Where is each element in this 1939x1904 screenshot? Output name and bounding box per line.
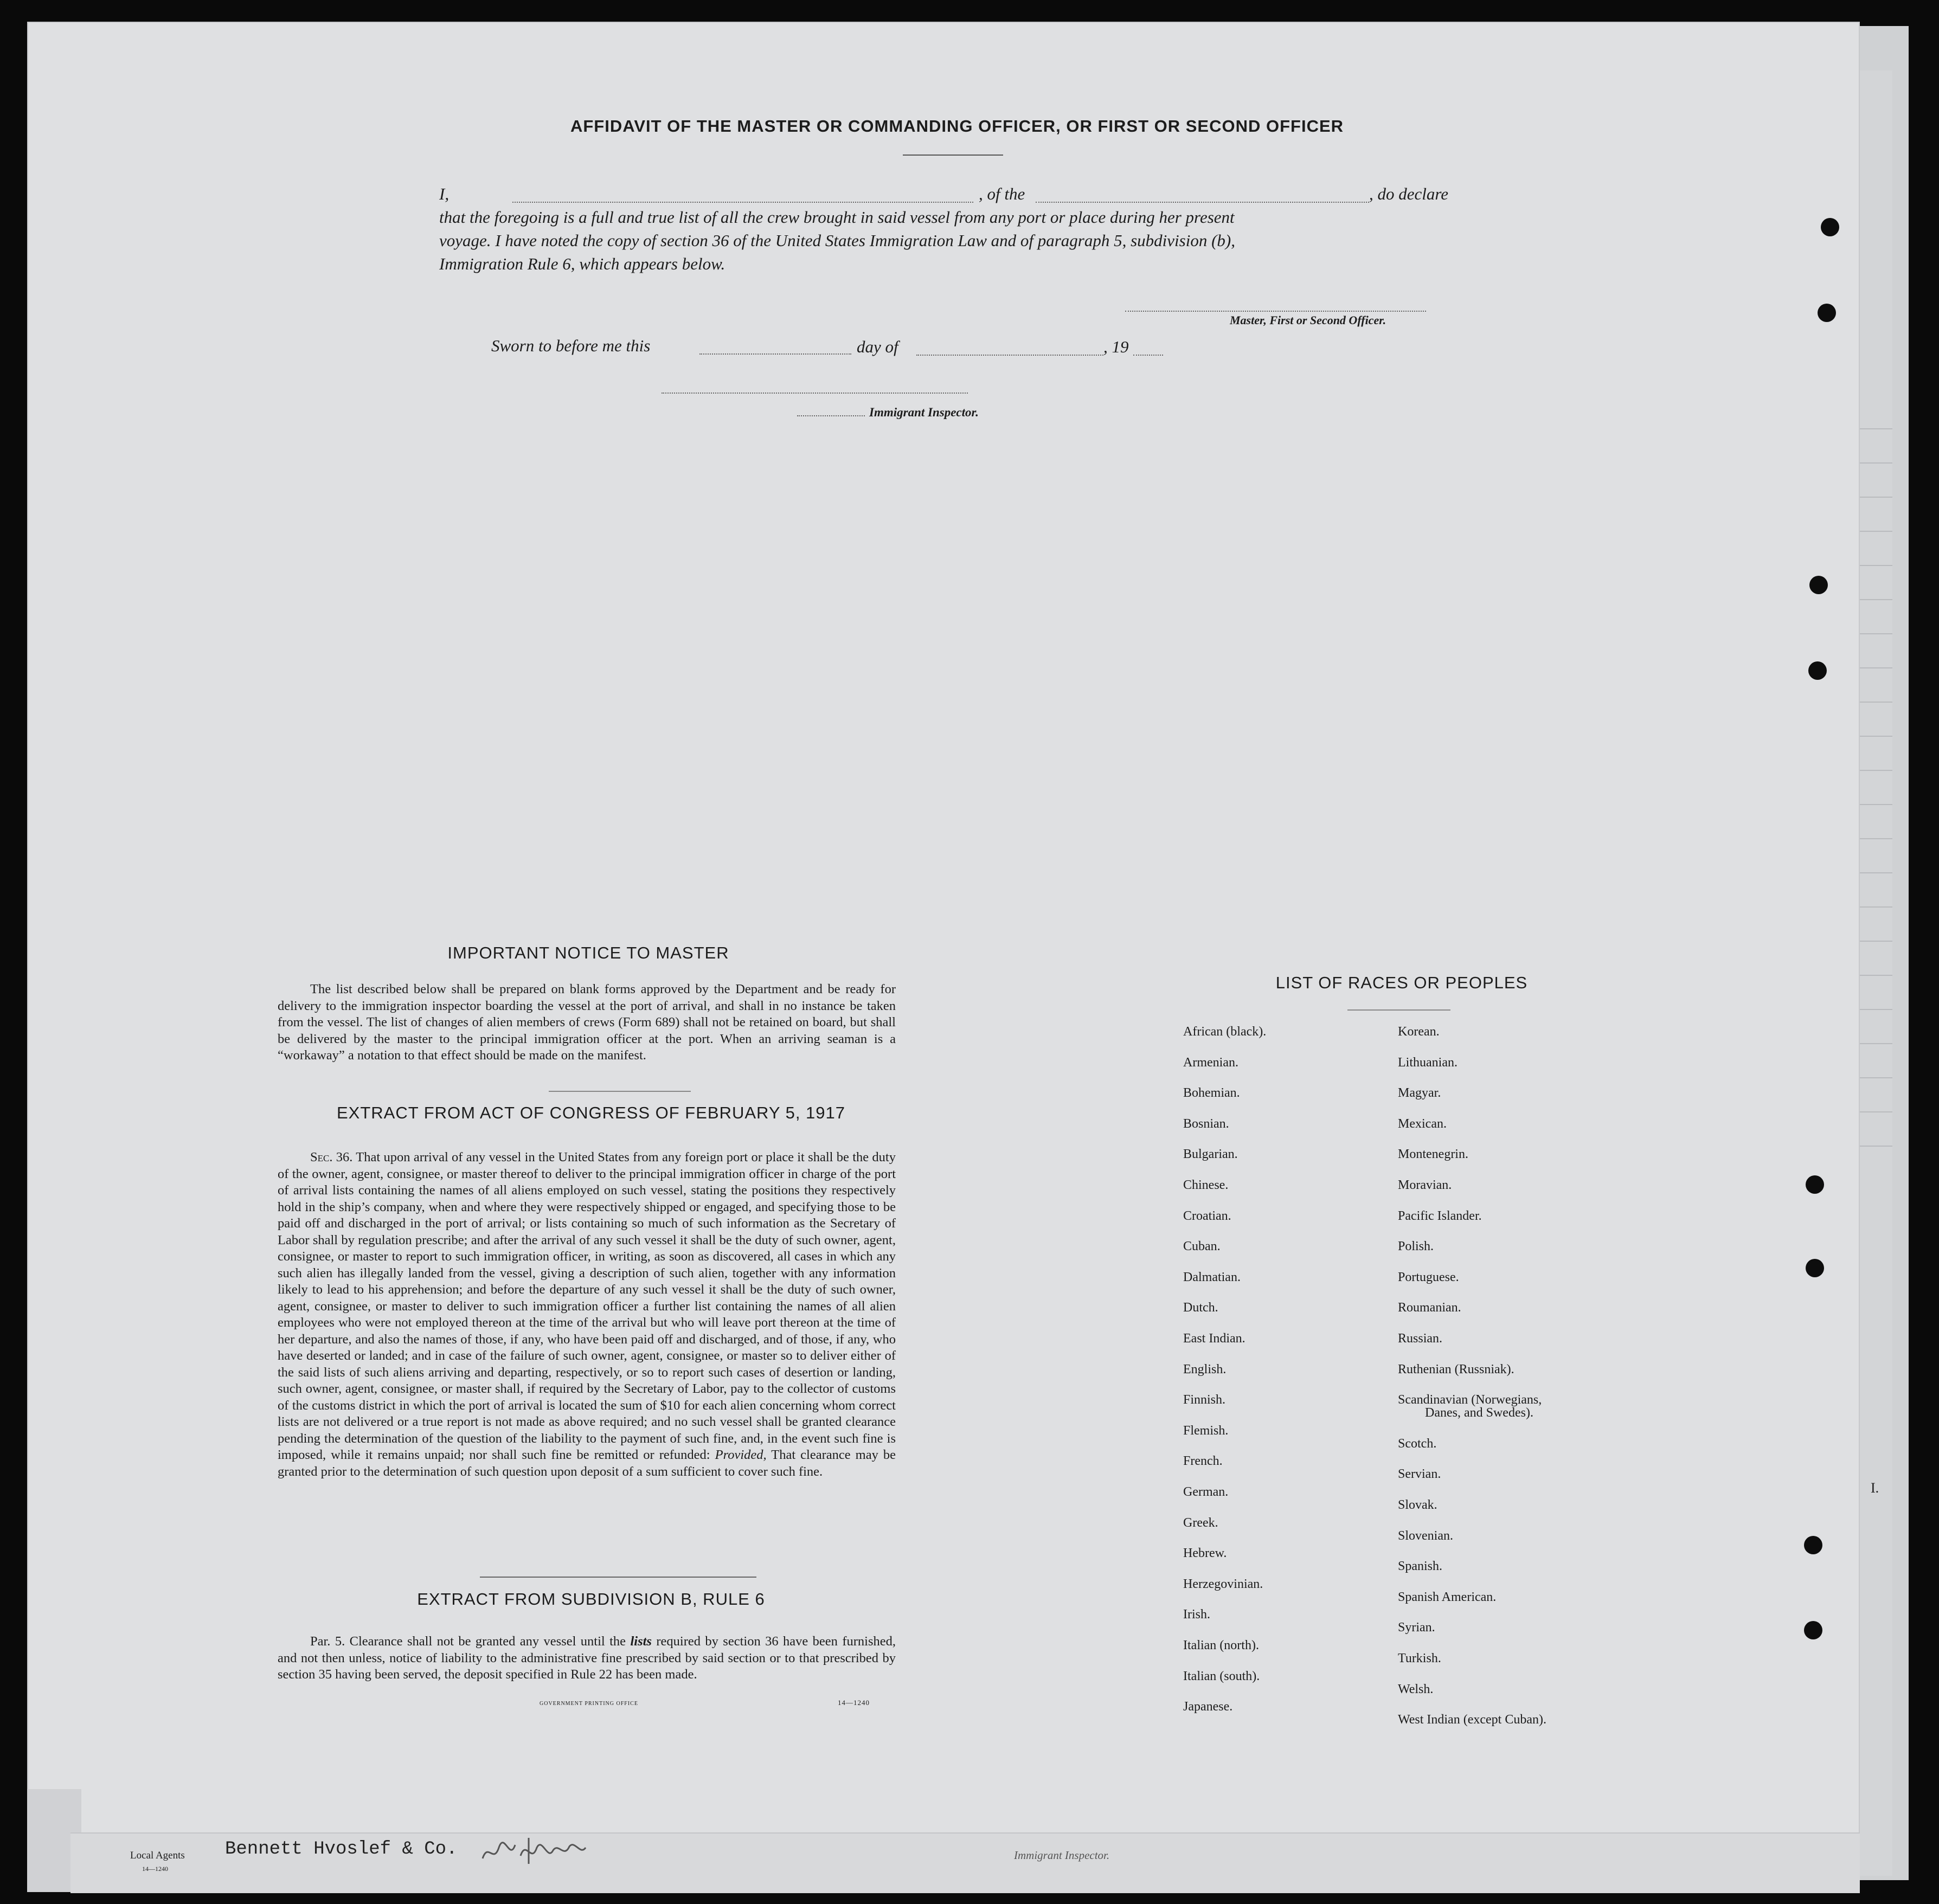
race-item: Japanese. xyxy=(1183,1700,1233,1714)
ruled-line xyxy=(1854,804,1892,805)
local-agents-form-number: 14—1240 xyxy=(142,1865,168,1873)
race-item: Irish. xyxy=(1183,1607,1210,1622)
act-paragraph xyxy=(278,1149,896,1480)
sec-label: Sec. 36. xyxy=(310,1150,353,1165)
race-item: Hebrew. xyxy=(1183,1546,1227,1561)
ruled-line xyxy=(1854,1146,1892,1147)
race-item: Chinese. xyxy=(1183,1178,1229,1192)
sworn-year-blank[interactable] xyxy=(1133,355,1163,356)
rule-lists: lists xyxy=(630,1634,652,1649)
act-provided: Provided, xyxy=(715,1448,767,1462)
notice-title: IMPORTANT NOTICE TO MASTER xyxy=(447,943,729,962)
form-number: 14—1240 xyxy=(838,1699,870,1707)
ruled-line xyxy=(1854,531,1892,532)
race-item: Croatian. xyxy=(1183,1208,1231,1223)
race-item: Slovak. xyxy=(1398,1498,1437,1512)
rule-paragraph xyxy=(278,1633,896,1683)
ruled-line xyxy=(1854,872,1892,873)
punch-hole xyxy=(1809,576,1828,594)
race-item: Polish. xyxy=(1398,1239,1434,1254)
declaration-of-the: , of the xyxy=(979,184,1025,203)
ruled-line xyxy=(1854,1009,1892,1010)
rule-body-a: Par. 5. Clearance shall not be granted any vessel until the xyxy=(310,1634,631,1649)
ruled-line xyxy=(1854,1043,1892,1044)
race-item: Mexican. xyxy=(1398,1116,1447,1131)
title-underline xyxy=(903,155,1003,156)
race-item: Montenegrin. xyxy=(1398,1147,1468,1162)
race-item: Ruthenian (Russniak). xyxy=(1398,1362,1514,1376)
race-item: Moravian. xyxy=(1398,1178,1452,1192)
race-item: Danes, and Swedes). xyxy=(1425,1406,1533,1420)
race-item: Servian. xyxy=(1398,1467,1441,1482)
notice-paragraph: The list described below shall be prepared on blank forms approved by the Department and be ready for delivery to the immigration inspector boarding the vessel at the port of arrival, and shall in no instance be taken from the vessel. The list of changes of alien members of crews (Form 689) shall not be retained on board, but shall be delivered by the master to the principal immigration officer at the port. When an arriving seaman is a “workaway” a notation to that effect should be made on the manifest. xyxy=(278,982,896,1063)
ruled-line xyxy=(1854,906,1892,908)
officer-signature-blank[interactable] xyxy=(1125,311,1426,312)
declaration-line-2: that the foregoing is a full and true list of all the crew brought in said vessel from any port or place during her present xyxy=(439,208,1235,227)
race-item: Russian. xyxy=(1398,1331,1443,1346)
inspector-caption: Immigrant Inspector. xyxy=(869,406,979,419)
races-title-underline xyxy=(1347,1009,1450,1011)
race-item: Flemish. xyxy=(1183,1423,1229,1438)
declaration-i: I, xyxy=(439,184,450,203)
ruled-line xyxy=(1854,1077,1892,1078)
ruled-line xyxy=(1854,941,1892,942)
race-item: Cuban. xyxy=(1183,1239,1221,1254)
act-extract-body xyxy=(278,1149,896,1480)
punch-hole xyxy=(1808,661,1827,680)
punch-hole xyxy=(1804,1536,1822,1554)
declaration-line-3: voyage. I have noted the copy of section 36 of the United States Immigration Law and of paragraph 5, subdivision (b), xyxy=(439,231,1235,250)
race-item: Turkish. xyxy=(1398,1651,1441,1665)
bottom-inspector-caption: Immigrant Inspector. xyxy=(1014,1849,1110,1862)
sworn-day-blank[interactable] xyxy=(699,353,851,355)
ruled-line xyxy=(1854,497,1892,498)
vessel-name-blank[interactable] xyxy=(1036,202,1369,203)
printer-imprint: GOVERNMENT PRINTING OFFICE xyxy=(540,1701,638,1707)
race-item: Finnish. xyxy=(1183,1393,1226,1407)
race-item: Portuguese. xyxy=(1398,1270,1459,1284)
race-item: English. xyxy=(1183,1362,1227,1376)
race-item: Scotch. xyxy=(1398,1436,1437,1451)
handwritten-scrawl xyxy=(477,1831,607,1869)
section-divider xyxy=(549,1091,691,1092)
act-extract-title: EXTRACT FROM ACT OF CONGRESS OF FEBRUARY 5, 1917 xyxy=(336,1103,846,1122)
punch-hole xyxy=(1806,1175,1824,1194)
race-item: Syrian. xyxy=(1398,1620,1435,1635)
ruled-line xyxy=(1854,770,1892,771)
punch-hole xyxy=(1806,1259,1824,1277)
race-item: Bohemian. xyxy=(1183,1086,1240,1101)
declaration-line-4: Immigration Rule 6, which appears below. xyxy=(439,254,725,273)
race-item: Magyar. xyxy=(1398,1086,1441,1101)
declaration-do-declare: , do declare xyxy=(1369,184,1449,203)
punch-hole xyxy=(1804,1621,1822,1639)
local-agents-label: Local Agents xyxy=(130,1850,185,1861)
race-item: Herzegovinian. xyxy=(1183,1577,1263,1591)
notice-body xyxy=(278,981,896,1064)
ruled-line xyxy=(1854,702,1892,703)
race-item: French. xyxy=(1183,1454,1223,1469)
ruled-line xyxy=(1854,599,1892,600)
race-item: Bulgarian. xyxy=(1183,1147,1238,1162)
race-item: Roumanian. xyxy=(1398,1301,1461,1315)
rule-extract-title: EXTRACT FROM SUBDIVISION B, RULE 6 xyxy=(417,1590,765,1609)
affidavit-title: AFFIDAVIT OF THE MASTER OR COMMANDING OFFICER, OR FIRST OR SECOND OFFICER xyxy=(570,117,1344,136)
race-item: Spanish American. xyxy=(1398,1590,1497,1604)
act-tail: That clearance may be granted prior to the determination of such question upon deposit of a sum sufficient to cover such fine. xyxy=(278,1448,896,1479)
race-item: Greek. xyxy=(1183,1515,1218,1530)
race-item: Lithuanian. xyxy=(1398,1055,1458,1070)
race-item: Italian (south). xyxy=(1183,1669,1260,1683)
race-item: Italian (north). xyxy=(1183,1638,1259,1652)
race-item: Slovenian. xyxy=(1398,1528,1453,1543)
race-item: West Indian (except Cuban). xyxy=(1398,1713,1546,1727)
sworn-year: , 19 xyxy=(1103,337,1129,356)
ruled-line xyxy=(1854,838,1892,839)
ruled-line xyxy=(1854,633,1892,634)
race-item: Welsh. xyxy=(1398,1682,1434,1696)
race-item: African (black). xyxy=(1183,1025,1267,1039)
race-item: Armenian. xyxy=(1183,1055,1238,1070)
races-title: LIST OF RACES OR PEOPLES xyxy=(1275,973,1528,992)
ruled-line xyxy=(1854,736,1892,737)
inspector-signature-blank-2[interactable] xyxy=(797,415,865,416)
race-item: Spanish. xyxy=(1398,1559,1443,1574)
officer-name-blank[interactable] xyxy=(512,202,973,203)
local-agents-value: Bennett Hvoslef & Co. xyxy=(225,1839,458,1860)
race-item: Korean. xyxy=(1398,1025,1440,1039)
rule-body-b: required by section 36 have been furnished, and not then unless, notice of liability to the administrative fine prescribed by said section or to that prescribed by section 35 having been served, the deposit specified in Rule 22 has been made. xyxy=(278,1634,896,1682)
race-item: Dutch. xyxy=(1183,1301,1218,1315)
ruled-line xyxy=(1854,565,1892,566)
rule-extract-body xyxy=(278,1633,896,1683)
race-item: Bosnian. xyxy=(1183,1116,1229,1131)
act-body: That upon arrival of any vessel in the United States from any foreign port or place it shall be the duty of the owner, agent, consignee, or master thereof to deliver to the principal immigration officer in charge of the port of arrival lists containing the names of all aliens employed on such vessel, stating the positions they respectively hold in the ship’s company, when and where they were respectively shipped or engaged, and specifying those to be paid off and discharged in the port of arrival; or lists containing so much of such information as the Secretary of Labor shall by regulation prescribe; and after the arrival of any such vessel it shall be the duty of such owner, agent, consignee, or master to report to such immigration officer, in writing, as soon as discovered, all cases in which any such alien has illegally landed from the vessel, giving a description of such alien, together with any information likely to lead to his apprehension; and before the departure of any such vessel it shall be the duty of such owner, agent, consignee, or master to deliver to such immigration officer a further list containing the names of all alien employees who were not employed thereon at the time of the arrival but who will leave port thereon at the time of her departure, and also the names of those, if any, who have been paid off and discharged, and of those, if any, who have deserted or landed; and in case of the failure of such owner, agent, consignee, or master so to deliver either of the said lists of such aliens arriving and departing, respectively, or so to report such cases of desertion or landing, such owner, agent, consignee, or master shall, if required by the Secretary of Labor, pay to the collector of customs of the customs district in which the port of arrival is located the sum of $10 for each alien concerning whom correct lists are not delivered or a true report is not made as above required; and no such vessel shall be granted clearance pending the determination of the question of the liability to the payment of such fine, and, in the event such fine is imposed, while it remains unpaid; nor shall such fine be remitted or refunded: xyxy=(278,1150,896,1462)
race-item: Scandinavian (Norwegians, xyxy=(1398,1393,1542,1407)
race-item: German. xyxy=(1183,1485,1229,1499)
sworn-month-blank[interactable] xyxy=(916,355,1103,356)
sworn-text: Sworn to before me this xyxy=(491,336,651,355)
ruled-line xyxy=(1854,462,1892,464)
declaration-line-1 xyxy=(439,184,1469,204)
ruled-line xyxy=(1854,1111,1892,1112)
inspector-signature-blank[interactable] xyxy=(662,393,968,394)
ruled-line xyxy=(1854,428,1892,429)
ruled-line xyxy=(1854,667,1892,668)
officer-caption: Master, First or Second Officer. xyxy=(1230,313,1386,327)
race-item: Dalmatian. xyxy=(1183,1270,1241,1284)
ruled-line xyxy=(1854,975,1892,976)
section-divider xyxy=(480,1577,756,1578)
race-item: Pacific Islander. xyxy=(1398,1208,1482,1223)
sworn-day-of: day of xyxy=(857,337,898,356)
margin-mark: I. xyxy=(1871,1480,1879,1496)
document-page xyxy=(27,22,1860,1887)
race-item: East Indian. xyxy=(1183,1331,1245,1346)
punch-hole xyxy=(1821,218,1839,236)
